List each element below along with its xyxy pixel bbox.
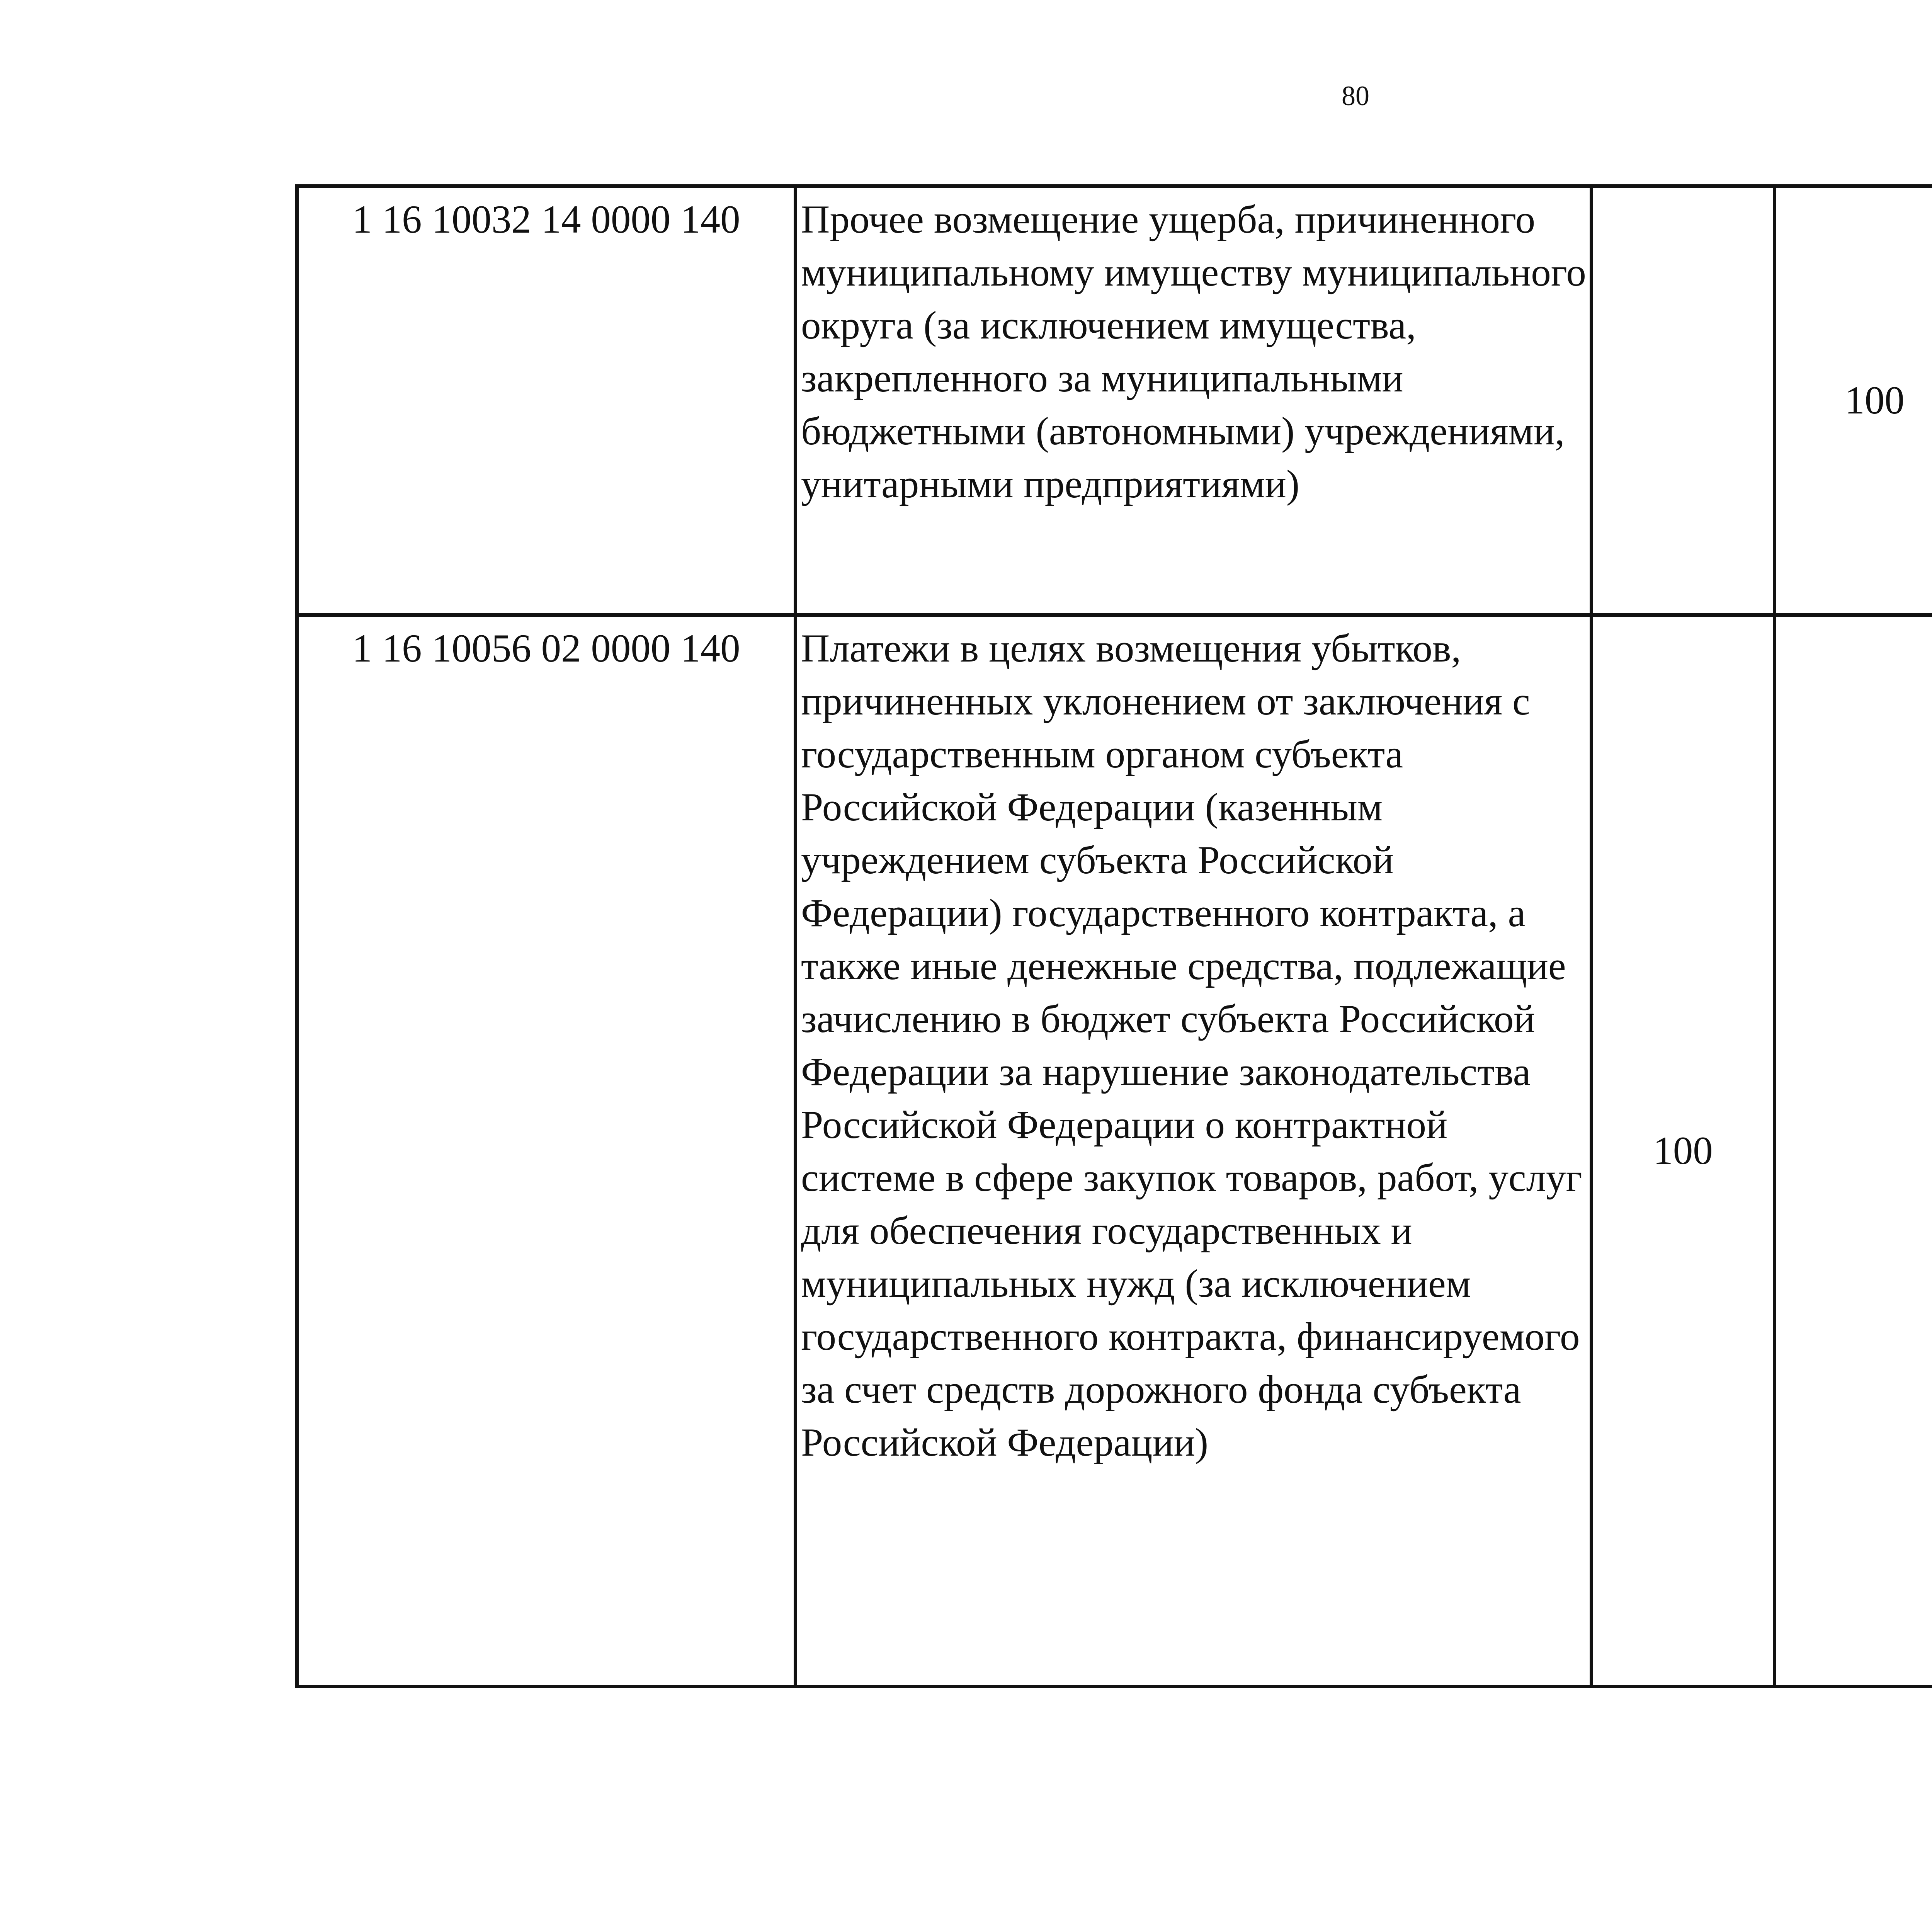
table-row [297,615,1932,1687]
revenue-name-cell: Платежи в целях возмещения убытков, причиненных уклонением от заключения с государственным органом субъекта Российской Федерации (казенным учреждением субъекта Российской Федерации) государственного контракта, а также иные денежные средства, подлежащие зачислению в бюджет субъекта Российской Федерации за нарушение законодательства Российской Федерации о контрактной системе в сфере закупок товаров, работ, услуг для обеспечения государственных и муниципальных нужд (за исключением государственного контракта, финансируемого за счет средств дорожного фонда субъекта Российской Федерации) [796,615,1592,1687]
value-cell-2 [1775,615,1932,1687]
value-cell-2: 100 [1775,186,1932,615]
budget-code-cell: 1 16 10056 02 0000 140 [297,615,796,1687]
table-row [297,186,1932,615]
value-cell-1 [1592,186,1775,615]
budget-code-cell: 1 16 10032 14 0000 140 [297,186,796,615]
page-number: 80 [1342,80,1369,111]
value-cell-1: 100 [1592,615,1775,1687]
revenue-name-cell: Прочее возмещение ущерба, причиненного муниципальному имуществу муниципального округа (за исключением имущества, закрепленного за муниципальными бюджетными (автономными) учреждениями, унитарными предприятиями) [796,186,1592,615]
revenue-table [295,184,1932,1688]
